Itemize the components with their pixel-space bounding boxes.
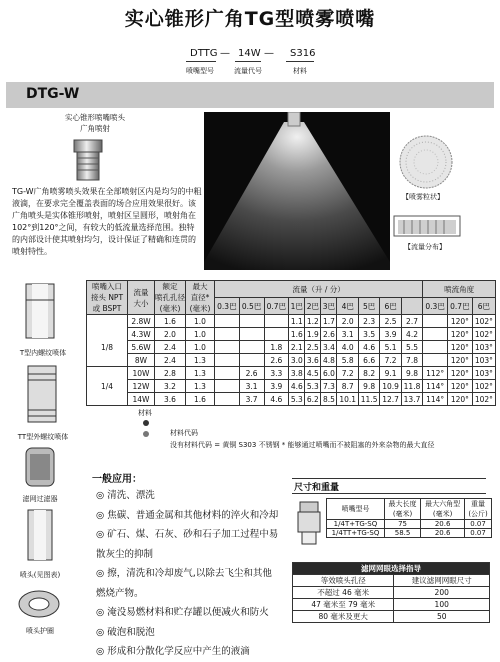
table-cell: 4.6 xyxy=(264,393,289,406)
table-cell: 12W xyxy=(128,380,155,393)
spray-drop-image xyxy=(398,134,454,190)
table-cell: 2.4 xyxy=(155,341,186,354)
table-cell: 2.6 xyxy=(239,367,264,380)
pressure-header: 4巴 xyxy=(337,298,358,315)
col-rated: 额定 喷孔孔径 (毫米) xyxy=(155,282,185,313)
table-cell: 120° xyxy=(447,315,472,328)
table-cell: 103° xyxy=(472,354,495,367)
code-label-flow: 流量代号 xyxy=(234,67,262,75)
table-cell: 12.7 xyxy=(380,393,401,406)
col-inlet: 喷嘴入口 接头 NPT 或 BSPT xyxy=(87,281,128,315)
table-cell: 14W xyxy=(128,393,155,406)
pressure-header: 2巴 xyxy=(305,298,321,315)
table-cell: 0.07 xyxy=(465,520,492,529)
table-cell: 1.7 xyxy=(321,315,337,328)
table-cell: 103° xyxy=(472,367,495,380)
pressure-header: 3巴 xyxy=(321,298,337,315)
table-cell: 102° xyxy=(472,328,495,341)
table-cell xyxy=(215,354,240,367)
table-cell: 120° xyxy=(447,380,472,393)
app-item: 散灰尘的抑制 xyxy=(96,548,154,560)
size-header: 喷嘴型号 xyxy=(327,499,385,520)
table-cell: 3.6 xyxy=(155,393,186,406)
table-cell xyxy=(215,315,240,328)
table-cell: 2.8W xyxy=(128,315,155,328)
angle-pressure-header: 0.7巴 xyxy=(447,298,472,315)
table-cell: 2.4 xyxy=(155,354,186,367)
inlet-cell: 1/8 xyxy=(87,341,128,354)
spec-table xyxy=(86,280,496,406)
table-cell: 3.9 xyxy=(380,328,401,341)
spec-body xyxy=(87,315,496,406)
table-cell xyxy=(215,380,240,393)
table-cell: 50 xyxy=(394,611,490,623)
table-cell: 3.5 xyxy=(358,328,379,341)
table-cell xyxy=(215,393,240,406)
table-cell: 4.3W xyxy=(128,328,155,341)
app-item: ◎ 焦碳、普通金属和其他材料的淬火和冷却 xyxy=(96,509,279,521)
app-item: ◎ 破泡和脱泡 xyxy=(96,626,155,638)
table-cell: 1.6 xyxy=(289,328,305,341)
code-part-flow: 14W xyxy=(238,48,261,59)
table-cell: 1.8 xyxy=(264,341,289,354)
table-cell: 1/4T+TG-SQ xyxy=(327,520,385,529)
table-cell: 3.4 xyxy=(321,341,337,354)
table-cell: 3.9 xyxy=(264,380,289,393)
table-cell xyxy=(215,341,240,354)
table-cell xyxy=(423,354,448,367)
angle-pressure-header: 6巴 xyxy=(472,298,495,315)
table-cell: 9.8 xyxy=(401,367,422,380)
t-body-image xyxy=(20,280,60,342)
table-cell xyxy=(423,328,448,341)
spray-photo xyxy=(204,112,390,270)
inlet-cell xyxy=(87,367,128,380)
screen-title: 滤网网眼选择指导 xyxy=(293,563,490,575)
table-cell: 7.2 xyxy=(337,367,358,380)
table-cell: 4.8 xyxy=(321,354,337,367)
pressure-header: 0.3巴 xyxy=(215,298,240,315)
apps-title: 一般应用： xyxy=(92,474,142,485)
col-size: 流量 大小 xyxy=(128,281,155,315)
table-cell: 120° xyxy=(447,393,472,406)
nozzle-tip-image xyxy=(22,508,58,564)
code-part-model: DTTG xyxy=(190,48,218,59)
table-cell: 102° xyxy=(472,393,495,406)
flow-distribution-image xyxy=(392,214,462,240)
table-cell: 8.2 xyxy=(358,367,379,380)
code-part-material: S316 xyxy=(290,48,316,59)
pressure-header xyxy=(401,298,422,315)
table-cell: 1.2 xyxy=(305,315,321,328)
app-item: ◎ 形成和分散化学反应中产生的液滴 xyxy=(96,646,250,657)
app-item: ◎ 擦，清洗和冷却废气,以除去飞尘和其他 xyxy=(96,568,272,579)
table-cell: 4.0 xyxy=(337,341,358,354)
table-cell xyxy=(239,328,264,341)
table-row xyxy=(87,315,496,328)
table-cell: 1.3 xyxy=(186,367,215,380)
code-underline xyxy=(286,61,314,62)
table-cell: 2.1 xyxy=(289,341,305,354)
table-cell xyxy=(215,328,240,341)
table-cell xyxy=(423,341,448,354)
table-cell: 1.3 xyxy=(186,354,215,367)
table-cell: 4.5 xyxy=(305,367,321,380)
app-item: 燃烧产物。 xyxy=(96,587,144,599)
code-label-material: 材料 xyxy=(293,67,307,75)
size-nozzle-image xyxy=(292,500,326,548)
size-header: 重量 (公斤) xyxy=(465,499,492,520)
material-dots xyxy=(140,418,154,442)
material-label: 材料 xyxy=(138,409,152,417)
table-cell xyxy=(239,315,264,328)
table-cell: 6.0 xyxy=(321,367,337,380)
table-cell: 5.1 xyxy=(380,341,401,354)
product-label: TT型外螺纹喷体 xyxy=(17,433,69,441)
table-cell: 10.9 xyxy=(380,380,401,393)
table-cell: 8W xyxy=(128,354,155,367)
table-cell: 9.1 xyxy=(380,367,401,380)
table-row xyxy=(327,529,492,538)
table-cell: 3.2 xyxy=(155,380,186,393)
code-underline xyxy=(235,61,261,62)
table-cell: 114° xyxy=(423,380,448,393)
table-cell: 4.6 xyxy=(289,380,305,393)
nozzle-caption: 实心锥形喷嘴喷头 广角喷射 xyxy=(65,113,125,133)
table-cell: 200 xyxy=(394,587,490,599)
table-cell: 8.5 xyxy=(321,393,337,406)
material-note: 没有材料代码 = 黄铜 S303 不锈钢 * 能够通过喷嘴而不被阻塞的外来杂物的最大直径 xyxy=(170,441,435,449)
inlet-cell xyxy=(87,315,128,328)
strainer-image xyxy=(22,446,58,490)
table-cell: 1.0 xyxy=(186,328,215,341)
table-cell: 1.0 xyxy=(186,341,215,354)
table-cell: 20.6 xyxy=(421,520,465,529)
retainer-image xyxy=(16,588,62,620)
table-cell: 6.2 xyxy=(305,393,321,406)
table-row xyxy=(87,354,496,367)
table-cell: 3.3 xyxy=(264,367,289,380)
table-cell: 2.0 xyxy=(337,315,358,328)
table-cell: 112° xyxy=(423,367,448,380)
table-cell: 2.6 xyxy=(321,328,337,341)
table-row xyxy=(87,341,496,354)
table-row xyxy=(293,599,490,611)
table-cell: 2.5 xyxy=(380,315,401,328)
table-cell: 1/4TT+TG-SQ xyxy=(327,529,385,538)
table-cell: 2.0 xyxy=(155,328,186,341)
apps-list xyxy=(96,486,286,662)
model-label: DTG-W xyxy=(26,86,80,102)
app-item: ◎ 淹没易燃材料和贮存罐以便减火和防火 xyxy=(96,607,269,618)
table-cell: 5.5 xyxy=(401,341,422,354)
pressure-header: 5巴 xyxy=(358,298,379,315)
table-cell: 11.8 xyxy=(401,380,422,393)
table-cell: 7.3 xyxy=(321,380,337,393)
table-cell: 2.8 xyxy=(155,367,186,380)
table-cell: 103° xyxy=(472,341,495,354)
table-cell: 3.1 xyxy=(239,380,264,393)
table-cell xyxy=(264,315,289,328)
inlet-cell: 1/4 xyxy=(87,380,128,393)
table-cell: 2.7 xyxy=(401,315,422,328)
tt-body-image xyxy=(22,362,62,428)
table-cell: 80 毫米及更大 xyxy=(293,611,394,623)
code-label-model: 喷嘴型号 xyxy=(186,67,214,75)
table-cell: 10.1 xyxy=(337,393,358,406)
table-cell: 2.6 xyxy=(264,354,289,367)
table-cell: 1.6 xyxy=(186,393,215,406)
table-cell: 5.3 xyxy=(305,380,321,393)
table-cell xyxy=(264,328,289,341)
table-cell: 13.7 xyxy=(401,393,422,406)
table-cell: 3.8 xyxy=(289,367,305,380)
inlet-cell xyxy=(87,328,128,341)
product-label: 喷头护圈 xyxy=(26,627,54,635)
code-sep: — xyxy=(264,48,274,59)
table-cell: 47 毫米至 79 毫米 xyxy=(293,599,394,611)
table-row xyxy=(293,611,490,623)
table-cell xyxy=(215,367,240,380)
product-label: 滤网过滤器 xyxy=(22,495,58,503)
table-cell: 102° xyxy=(472,380,495,393)
app-item: ◎ 清洗、漂洗 xyxy=(96,490,155,501)
table-cell: 3.6 xyxy=(305,354,321,367)
code-sep: — xyxy=(220,48,230,59)
table-cell: 1.0 xyxy=(186,315,215,328)
material-code: 材料代码 xyxy=(170,429,198,437)
description: TG-W广角喷雾喷头效果在全部喷射区内是均匀的中粗液滴，在要求完全覆盖表面的场合应用效果很好。该广角喷头是实体锥形喷射，喷射区呈圆形，喷射角在102°到120°之间，有较大的低流量选择范围。独特的内部设计使其喷射均匀，设计保证了精确和连贯的喷射特性。 xyxy=(12,187,202,256)
pressure-header: 0.5巴 xyxy=(239,298,264,315)
table-cell: 7.2 xyxy=(380,354,401,367)
size-table xyxy=(326,498,492,538)
flow-distribution-label: 【流量分布】 xyxy=(404,243,446,251)
table-cell xyxy=(239,354,264,367)
pressure-header: 1巴 xyxy=(289,298,305,315)
table-cell: 1.3 xyxy=(186,380,215,393)
col-maxdia: 最大 直径* (毫米) xyxy=(186,281,215,315)
table-cell: 11.5 xyxy=(358,393,379,406)
table-cell: 2.3 xyxy=(358,315,379,328)
table-cell: 6.6 xyxy=(358,354,379,367)
table-cell: 120° xyxy=(447,328,472,341)
table-cell: 不超过 46 毫米 xyxy=(293,587,394,599)
table-cell: 75 xyxy=(384,520,420,529)
table-cell: 9.8 xyxy=(358,380,379,393)
table-cell: 3.0 xyxy=(289,354,305,367)
product-label: 喷头(见图表) xyxy=(19,571,61,579)
table-cell: 120° xyxy=(447,354,472,367)
table-cell: 58.5 xyxy=(384,529,420,538)
table-cell: 0.07 xyxy=(465,529,492,538)
table-cell: 1.9 xyxy=(305,328,321,341)
screen-table xyxy=(292,562,490,623)
size-title-bar xyxy=(292,478,486,494)
table-cell: 100 xyxy=(394,599,490,611)
table-cell: 114° xyxy=(423,393,448,406)
table-cell: 3.7 xyxy=(239,393,264,406)
page-title: 实心锥形广角TG型喷雾喷嘴 xyxy=(124,8,376,30)
code-underline xyxy=(186,61,216,62)
table-cell: 10W xyxy=(128,367,155,380)
table-row xyxy=(327,520,492,529)
inlet-cell xyxy=(87,393,128,406)
inlet-cell xyxy=(87,354,128,367)
screen-header: 建议滤网网眼尺寸 xyxy=(394,575,490,587)
size-title: 尺寸和重量 xyxy=(294,483,340,493)
size-header: 最大长度 (毫米) xyxy=(384,499,420,520)
table-row xyxy=(87,380,496,393)
size-header: 最大六角型 (毫米) xyxy=(421,499,465,520)
product-label: T型内螺纹喷体 xyxy=(19,349,67,357)
table-cell: 4.2 xyxy=(401,328,422,341)
table-row xyxy=(87,367,496,380)
table-cell: 5.6W xyxy=(128,341,155,354)
col-angle: 喷流角度 xyxy=(423,281,496,298)
nozzle-image xyxy=(70,138,106,184)
table-cell: 20.6 xyxy=(421,529,465,538)
table-cell: 5.8 xyxy=(337,354,358,367)
table-cell xyxy=(423,315,448,328)
table-cell: 120° xyxy=(447,367,472,380)
app-item: ◎ 矿石、煤、石灰、砂和石子加工过程中易 xyxy=(96,529,279,540)
table-cell: 120° xyxy=(447,341,472,354)
table-cell: 1.1 xyxy=(289,315,305,328)
spray-drop-label: 【喷雾粒状】 xyxy=(402,193,444,201)
table-row xyxy=(87,328,496,341)
table-cell: 8.7 xyxy=(337,380,358,393)
table-cell: 4.6 xyxy=(358,341,379,354)
table-cell xyxy=(239,341,264,354)
table-cell: 5.3 xyxy=(289,393,305,406)
col-flow: 流量（升 / 分） xyxy=(215,281,423,298)
table-row xyxy=(87,393,496,406)
table-cell: 3.1 xyxy=(337,328,358,341)
model-band xyxy=(6,82,494,108)
table-cell: 2.5 xyxy=(305,341,321,354)
pressure-header: 6巴 xyxy=(380,298,401,315)
screen-header: 等效喷头孔径 xyxy=(293,575,394,587)
table-cell: 1.6 xyxy=(155,315,186,328)
table-row xyxy=(293,587,490,599)
table-cell: 7.8 xyxy=(401,354,422,367)
angle-pressure-header: 0.3巴 xyxy=(423,298,448,315)
pressure-header: 0.7巴 xyxy=(264,298,289,315)
table-cell: 102° xyxy=(472,315,495,328)
